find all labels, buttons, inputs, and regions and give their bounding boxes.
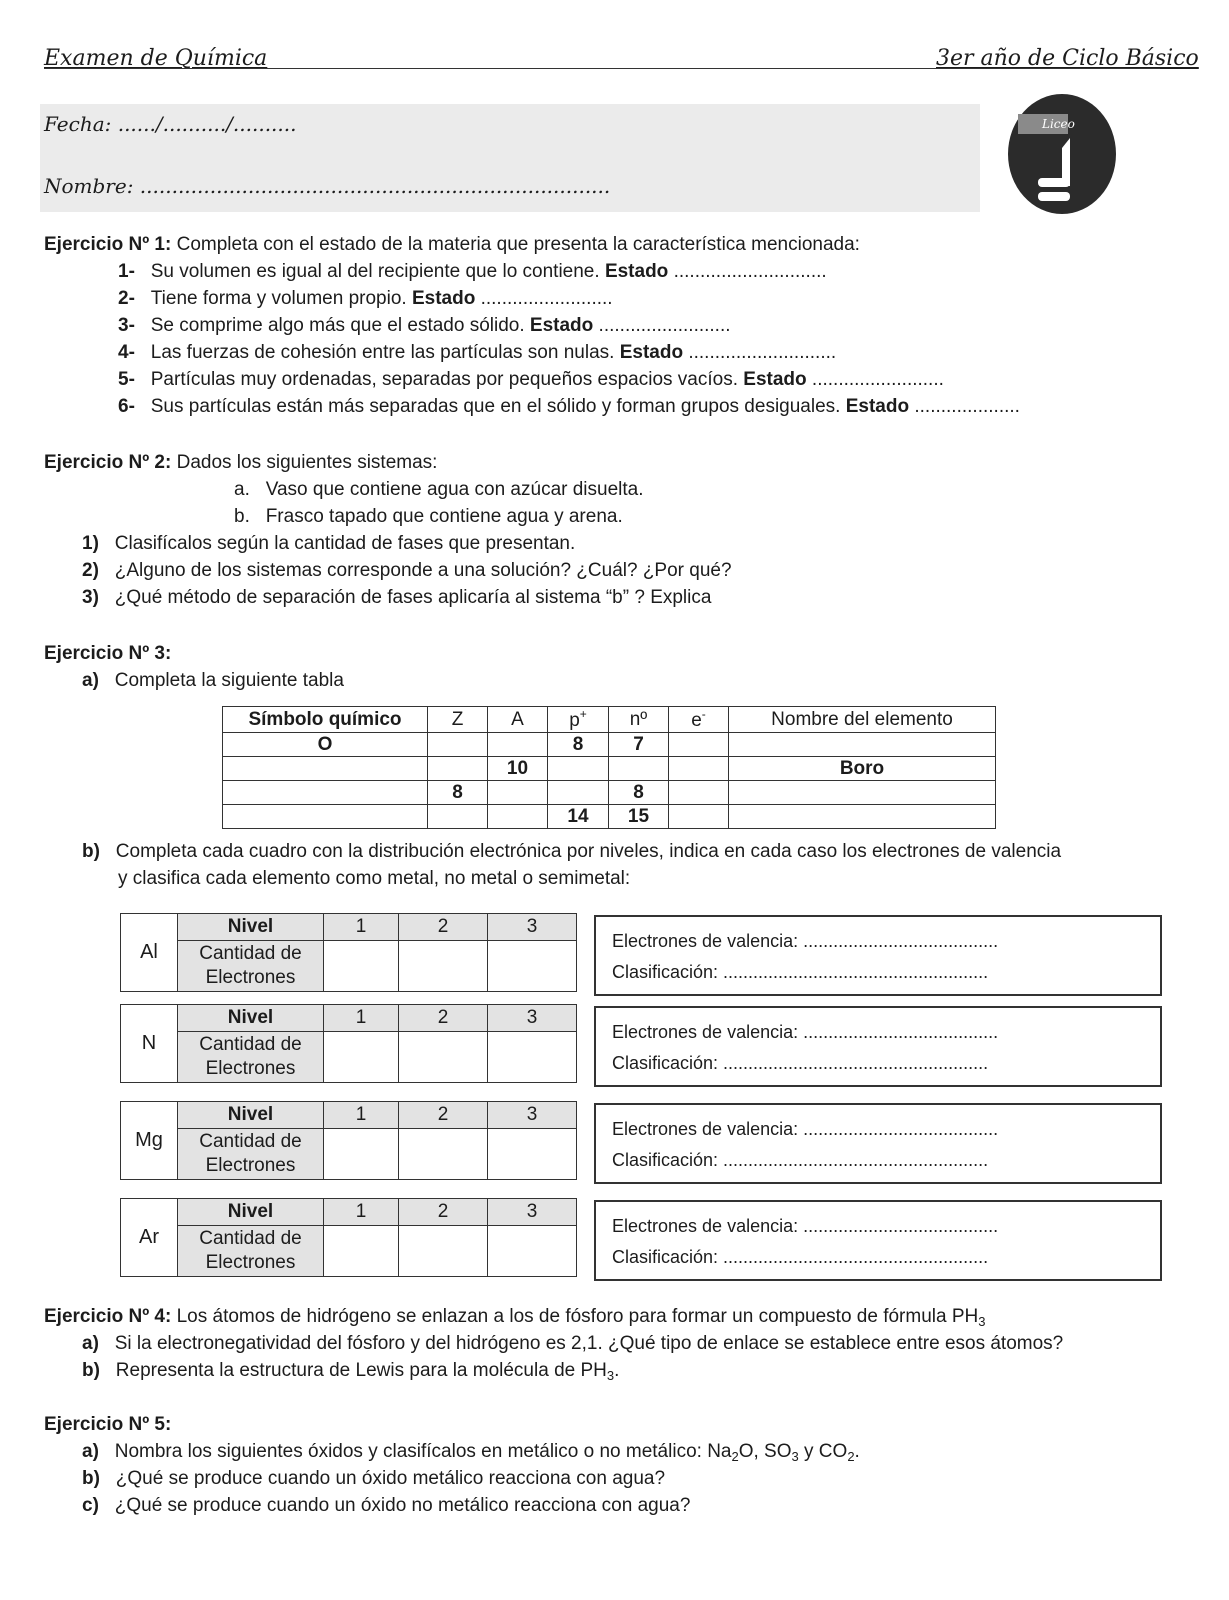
valence-box: [594, 1103, 1162, 1184]
electron-count-cell[interactable]: [399, 941, 488, 992]
ex4-b-sub: 3: [606, 1368, 615, 1383]
level-header: 2: [399, 1102, 488, 1129]
ex1-estado: Estado: [604, 261, 669, 282]
ex1-item: [118, 288, 613, 310]
ex3-heading: [44, 643, 171, 665]
ex4-b-label: b): [82, 1360, 100, 1381]
ex5-heading: [44, 1414, 171, 1436]
table-cell[interactable]: [669, 805, 729, 829]
nivel-row: [121, 1199, 577, 1226]
ex2-question: [82, 533, 575, 555]
ex1-blank[interactable]: .............................: [673, 261, 827, 282]
ex2-system: [234, 479, 644, 501]
nivel-row: [121, 1102, 577, 1129]
table-cell[interactable]: [669, 781, 729, 805]
level-header: 1: [324, 1102, 399, 1129]
ex1-title: Ejercicio Nº 1:: [44, 234, 172, 255]
ex1-text: Sus partículas están más separadas que en el sólido y forman grupos desiguales.: [150, 396, 841, 417]
ex4-heading: [44, 1306, 985, 1329]
table-cell[interactable]: [223, 805, 428, 829]
ex3-b: [82, 841, 1061, 863]
ex4-a-label: a): [82, 1333, 99, 1354]
electron-count-cell[interactable]: [488, 941, 577, 992]
ex5-a-label: a): [82, 1441, 99, 1462]
ex1-item: [118, 261, 827, 283]
electron-count-cell[interactable]: [399, 1032, 488, 1083]
ex1-text: Partículas muy ordenadas, separadas por pequeños espacios vacíos.: [150, 369, 738, 390]
table-cell[interactable]: [729, 781, 996, 805]
table-header: A: [488, 707, 548, 733]
ex5-na-sub: 2: [731, 1449, 739, 1464]
ex5-b-label: b): [82, 1468, 100, 1489]
ex2-question-text: ¿Alguno de los sistemas corresponde a una solución? ¿Cuál? ¿Por qué?: [114, 560, 732, 581]
ex3-b-label: b): [82, 841, 100, 862]
logo-text: Liceo: [1042, 117, 1075, 131]
cantidad-label-2: Electrones: [205, 1155, 296, 1176]
ex1-blank[interactable]: ....................: [914, 396, 1020, 417]
table-cell[interactable]: [223, 757, 428, 781]
cantidad-label-2: Electrones: [205, 967, 296, 988]
table-header: Z: [428, 707, 488, 733]
cantidad-label: [178, 1032, 324, 1083]
valence-box: [594, 1200, 1162, 1281]
exam-title: Examen de Química: [44, 46, 268, 71]
ex1-blank[interactable]: .........................: [811, 369, 944, 390]
ex5-c-text: ¿Qué se produce cuando un óxido no metálico reacciona con agua?: [114, 1495, 691, 1516]
name-field[interactable]: Nombre: ..........................................................................: [44, 174, 611, 198]
ex4-intro: Los átomos de hidrógeno se enlazan a los de fósforo para formar un compuesto de fórmula PH: [176, 1306, 979, 1327]
electron-count-cell[interactable]: [324, 1032, 399, 1083]
table-cell[interactable]: [548, 757, 609, 781]
nivel-row: [121, 1005, 577, 1032]
electron-count-cell[interactable]: [399, 1129, 488, 1180]
ex5-b: [82, 1468, 665, 1490]
ex4-a: [82, 1333, 1063, 1355]
ex3-a: [82, 670, 344, 692]
ex1-text: Su volumen es igual al del recipiente que lo contiene.: [150, 261, 600, 282]
ex3-b-text-2: y clasifica cada elemento como metal, no metal o semimetal:: [118, 868, 631, 889]
valence-field[interactable]: Electrones de valencia: .......................................: [612, 931, 999, 951]
ex4-b-end: .: [614, 1360, 620, 1381]
table-cell[interactable]: 8: [548, 733, 609, 757]
table-header-row: [223, 707, 996, 733]
table-cell[interactable]: [729, 733, 996, 757]
table-cell[interactable]: [428, 757, 488, 781]
cantidad-row: [121, 1032, 577, 1083]
ex3-title: Ejercicio Nº 3:: [44, 643, 172, 664]
course-title: 3er año de Ciclo Básico: [936, 46, 1199, 71]
ex1-num: 5-: [118, 369, 135, 390]
valence-field[interactable]: Electrones de valencia: .......................................: [612, 1216, 999, 1236]
level-header: 2: [399, 914, 488, 941]
ex4-b: [82, 1360, 619, 1383]
classification-field[interactable]: Clasificación: .....................................................: [612, 962, 989, 982]
ex5-a: [82, 1441, 860, 1464]
nivel-row: [121, 914, 577, 941]
electron-count-cell[interactable]: [324, 1129, 399, 1180]
ex1-num: 2-: [118, 288, 135, 309]
cantidad-label: [178, 1226, 324, 1277]
element-symbol: Ar: [121, 1199, 178, 1277]
valence-field[interactable]: Electrones de valencia: .......................................: [612, 1119, 999, 1139]
header-p: p: [569, 710, 580, 731]
ex5-c-label: c): [82, 1495, 99, 1516]
table-cell[interactable]: [428, 733, 488, 757]
level-header: 1: [324, 914, 399, 941]
electron-count-cell[interactable]: [488, 1032, 577, 1083]
cantidad-label: [178, 1129, 324, 1180]
classification-field[interactable]: Clasificación: .....................................................: [612, 1247, 989, 1267]
table-cell[interactable]: 10: [488, 757, 548, 781]
ex1-num: 4-: [118, 342, 135, 363]
ex1-estado: Estado: [411, 288, 476, 309]
table-cell[interactable]: Boro: [729, 757, 996, 781]
valence-box: [594, 915, 1162, 996]
table-cell[interactable]: 8: [428, 781, 488, 805]
classification-field[interactable]: Clasificación: .....................................................: [612, 1053, 989, 1073]
table-row: [223, 757, 996, 781]
ex2-heading: [44, 452, 437, 474]
cantidad-row: [121, 941, 577, 992]
ex2-question: [82, 587, 711, 609]
ex5-so-sub: 3: [791, 1449, 799, 1464]
table-cell[interactable]: O: [223, 733, 428, 757]
level-header: 3: [488, 1102, 577, 1129]
ex2-system: [234, 506, 623, 528]
ex3-a-label: a): [82, 670, 99, 691]
ex1-estado: Estado: [619, 342, 684, 363]
ex4-title: Ejercicio Nº 4:: [44, 1306, 172, 1327]
ex1-item: [118, 369, 944, 391]
cantidad-row: [121, 1226, 577, 1277]
table-cell[interactable]: [428, 805, 488, 829]
electron-count-cell[interactable]: [488, 1226, 577, 1277]
ex1-item: [118, 315, 731, 337]
header-rule: [44, 68, 1160, 69]
nivel-label: Nivel: [178, 1199, 324, 1226]
table-cell[interactable]: [669, 733, 729, 757]
ex4-a-text: Si la electronegatividad del fósforo y del hidrógeno es 2,1. ¿Qué tipo de enlace se establece entre esos átomos?: [114, 1333, 1064, 1354]
header-e-sup: -: [701, 707, 706, 721]
level-header: 3: [488, 1005, 577, 1032]
ex2-question-num: 3): [82, 587, 99, 608]
valence-field[interactable]: Electrones de valencia: .......................................: [612, 1022, 999, 1042]
ex4-intro-sub: 3: [978, 1314, 986, 1329]
table-cell[interactable]: 15: [609, 805, 669, 829]
element-table: [222, 706, 996, 829]
table-cell[interactable]: [548, 781, 609, 805]
table-cell[interactable]: 14: [548, 805, 609, 829]
ex5-a-mid2: y CO: [798, 1441, 848, 1462]
ex2-question-text: ¿Qué método de separación de fases aplicaría al sistema “b” ? Explica: [114, 587, 712, 608]
ex1-intro: Completa con el estado de la materia que presenta la característica mencionada:: [176, 234, 860, 255]
header-p-sup: +: [579, 707, 587, 721]
ex5-a-mid1: O, SO: [738, 1441, 792, 1462]
ex5-title: Ejercicio Nº 5:: [44, 1414, 172, 1435]
table-cell[interactable]: [729, 805, 996, 829]
level-header: 1: [324, 1199, 399, 1226]
ex2-question-num: 2): [82, 560, 99, 581]
cantidad-label-2: Electrones: [205, 1058, 296, 1079]
level-header: 2: [399, 1199, 488, 1226]
element-symbol: N: [121, 1005, 178, 1083]
electron-count-cell[interactable]: [324, 941, 399, 992]
table-row: [223, 805, 996, 829]
cantidad-label-1: Cantidad de: [199, 1228, 302, 1249]
ex2-title: Ejercicio Nº 2:: [44, 452, 172, 473]
table-header: Símbolo químico: [223, 707, 428, 733]
level-header: 1: [324, 1005, 399, 1032]
table-row: [223, 781, 996, 805]
table-cell[interactable]: 7: [609, 733, 669, 757]
electron-count-cell[interactable]: [399, 1226, 488, 1277]
element-symbol: Al: [121, 914, 178, 992]
cantidad-row: [121, 1129, 577, 1180]
ex1-item: [118, 396, 1020, 418]
ex1-blank[interactable]: .........................: [598, 315, 731, 336]
classification-field[interactable]: Clasificación: .....................................................: [612, 1150, 989, 1170]
ex5-a-end: .: [854, 1441, 860, 1462]
ex1-num: 3-: [118, 315, 135, 336]
nivel-label: Nivel: [178, 1102, 324, 1129]
ex2-question-text: Clasifícalos según la cantidad de fases que presentan.: [114, 533, 576, 554]
table-header: [669, 707, 729, 733]
table-header: [548, 707, 609, 733]
table-cell[interactable]: 8: [609, 781, 669, 805]
ex4-b-text: Representa la estructura de Lewis para la molécula de PH: [115, 1360, 607, 1381]
cantidad-label-1: Cantidad de: [199, 1131, 302, 1152]
electron-distribution-table: [120, 913, 577, 992]
table-header: Nombre del elemento: [729, 707, 996, 733]
cantidad-label-2: Electrones: [205, 1252, 296, 1273]
valence-box: [594, 1006, 1162, 1087]
table-cell[interactable]: [488, 781, 548, 805]
table-cell[interactable]: [223, 781, 428, 805]
table-header: nº: [609, 707, 669, 733]
cantidad-label: [178, 941, 324, 992]
level-header: 3: [488, 1199, 577, 1226]
ex5-a-text: Nombra los siguientes óxidos y clasifícalos en metálico o no metálico: Na: [114, 1441, 732, 1462]
electron-count-cell[interactable]: [488, 1129, 577, 1180]
element-symbol: Mg: [121, 1102, 178, 1180]
ex2-system-text: Frasco tapado que contiene agua y arena.: [265, 506, 623, 527]
ex2-question: [82, 560, 732, 582]
ex1-heading: [44, 234, 860, 256]
ex2-system-text: Vaso que contiene agua con azúcar disuelta.: [265, 479, 644, 500]
ex1-estado: Estado: [743, 369, 807, 390]
ex5-co-sub: 2: [847, 1449, 855, 1464]
ex1-text: Tiene forma y volumen propio.: [150, 288, 407, 309]
cantidad-label-1: Cantidad de: [199, 943, 302, 964]
nivel-label: Nivel: [178, 914, 324, 941]
ex1-blank[interactable]: ............................: [688, 342, 837, 363]
electron-distribution-table: [120, 1004, 577, 1083]
electron-distribution-table: [120, 1101, 577, 1180]
ex5-b-text: ¿Qué se produce cuando un óxido metálico reacciona con agua?: [115, 1468, 666, 1489]
ex1-num: 6-: [118, 396, 135, 417]
table-cell[interactable]: [488, 733, 548, 757]
ex1-item: [118, 342, 836, 364]
ex1-estado: Estado: [845, 396, 910, 417]
level-header: 3: [488, 914, 577, 941]
ex1-blank[interactable]: .........................: [480, 288, 613, 309]
ex2-system-letter: b.: [234, 506, 250, 527]
table-row: [223, 733, 996, 757]
ex3-a-text: Completa la siguiente tabla: [114, 670, 344, 691]
level-header: 2: [399, 1005, 488, 1032]
ex2-system-letter: a.: [234, 479, 250, 500]
ex2-intro: Dados los siguientes sistemas:: [176, 452, 438, 473]
ex1-num: 1-: [118, 261, 135, 282]
cantidad-label-1: Cantidad de: [199, 1034, 302, 1055]
ex1-estado: Estado: [529, 315, 594, 336]
ex5-c: [82, 1495, 690, 1517]
table-cell[interactable]: [488, 805, 548, 829]
ex3-b-text-1: Completa cada cuadro con la distribución electrónica por niveles, indica en cada caso los electrones de valencia: [115, 841, 1062, 862]
date-field[interactable]: Fecha: ....../........../..........: [44, 112, 297, 136]
school-logo: [1002, 86, 1122, 216]
electron-count-cell[interactable]: [324, 1226, 399, 1277]
ex3-b-cont: [118, 868, 630, 890]
table-cell[interactable]: [609, 757, 669, 781]
header-e: e: [691, 710, 702, 731]
nivel-label: Nivel: [178, 1005, 324, 1032]
electron-distribution-table: [120, 1198, 577, 1277]
ex1-text: Se comprime algo más que el estado sólido.: [150, 315, 525, 336]
ex2-question-num: 1): [82, 533, 99, 554]
ex1-text: Las fuerzas de cohesión entre las partículas son nulas.: [150, 342, 615, 363]
table-cell[interactable]: [669, 757, 729, 781]
